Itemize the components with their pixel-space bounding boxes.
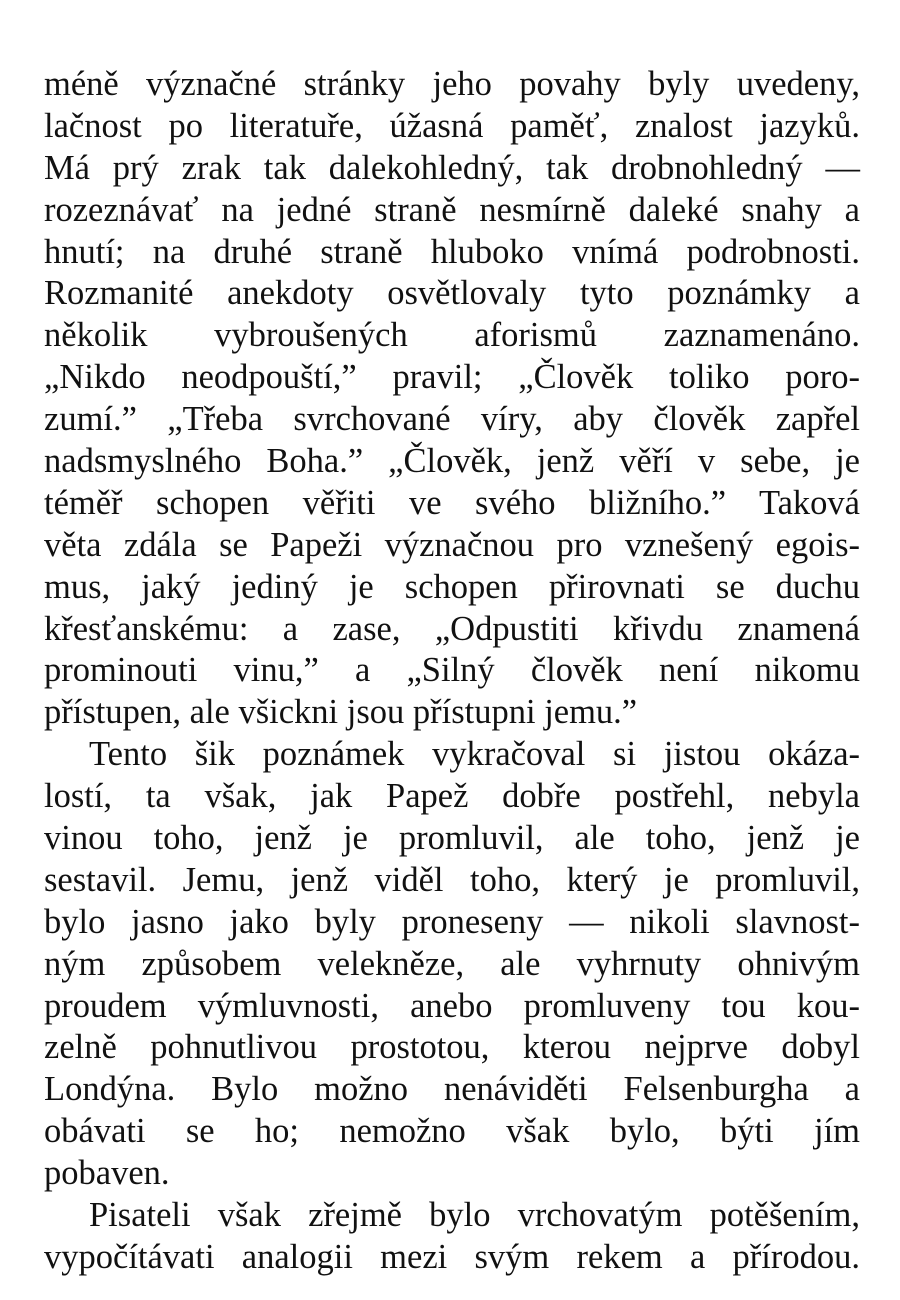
text-line: bylo jasno jako byly proneseny — nikoli slavnost- [44,902,860,941]
text-line: hnutí; na druhé straně hluboko vnímá podrobnosti. [44,232,860,271]
text-line: věta zdála se Papeži význačnou pro vznešený egois- [44,525,860,564]
text-line: „Nikdo neodpouští,” pravil; „Člověk toliko poro- [44,358,860,397]
text-line: méně význačné stránky jeho povahy byly uvedeny, [44,65,860,103]
text-line: nadsmyslného Boha.” „Člověk, jenž věří v sebe, je [44,442,860,481]
text-line: přístupen, ale všickni jsou přístupni jemu.” [44,693,638,732]
text-line: Má prý zrak tak dalekohledný, tak drobnohledný — [44,148,860,187]
text-line: obávati se ho; nemožno však bylo, býti jím [44,1112,860,1151]
text-line: mus, jaký jediný je schopen přirovnati se duchu [44,567,860,606]
text-line: Pisateli však zřejmě bylo vrchovatým potěšením, [89,1196,860,1235]
text-line: rozeznávať na jedné straně nesmírně daleké snahy a [44,190,860,229]
text-line: lostí, ta však, jak Papež dobře postřehl, nebyla [44,777,860,816]
text-line: ným způsobem velekněze, ale vyhrnuty ohnivým [44,944,860,983]
text-line: vypočítávati analogii mezi svým rekem a přírodou. [44,1237,860,1276]
book-page [44,64,860,1279]
text-line: několik vybroušených aforismů zaznamenáno. [44,316,860,355]
text-line: téměř schopen věřiti ve svého bližního.” Taková [44,483,860,522]
text-line: Tento šik poznámek vykračoval si jistou okáza- [89,735,860,774]
text-line: Rozmanité anekdoty osvětlovaly tyto poznámky a [44,274,860,313]
text-line: pobaven. [44,1154,170,1193]
text-line: zumí.” „Třeba svrchované víry, aby člověk zapřel [44,400,860,439]
text-line: Londýna. Bylo možno nenáviděti Felsenburgha a [44,1070,860,1109]
text-line: sestavil. Jemu, jenž viděl toho, který je promluvil, [44,860,860,899]
text-line: proudem výmluvnosti, anebo promluveny tou kou- [44,986,860,1025]
text-line: prominouti vinu,” a „Silný člověk není nikomu [44,651,860,690]
text-line: zelně pohnutlivou prostotou, kterou nejprve dobyl [44,1028,860,1067]
text-line: lačnost po literatuře, úžasná paměť, znalost jazyků. [44,106,860,145]
text-line: vinou toho, jenž je promluvil, ale toho, jenž je [44,819,860,858]
text-line: křesťanskému: a zase, „Odpustiti křivdu znamená [44,609,860,648]
